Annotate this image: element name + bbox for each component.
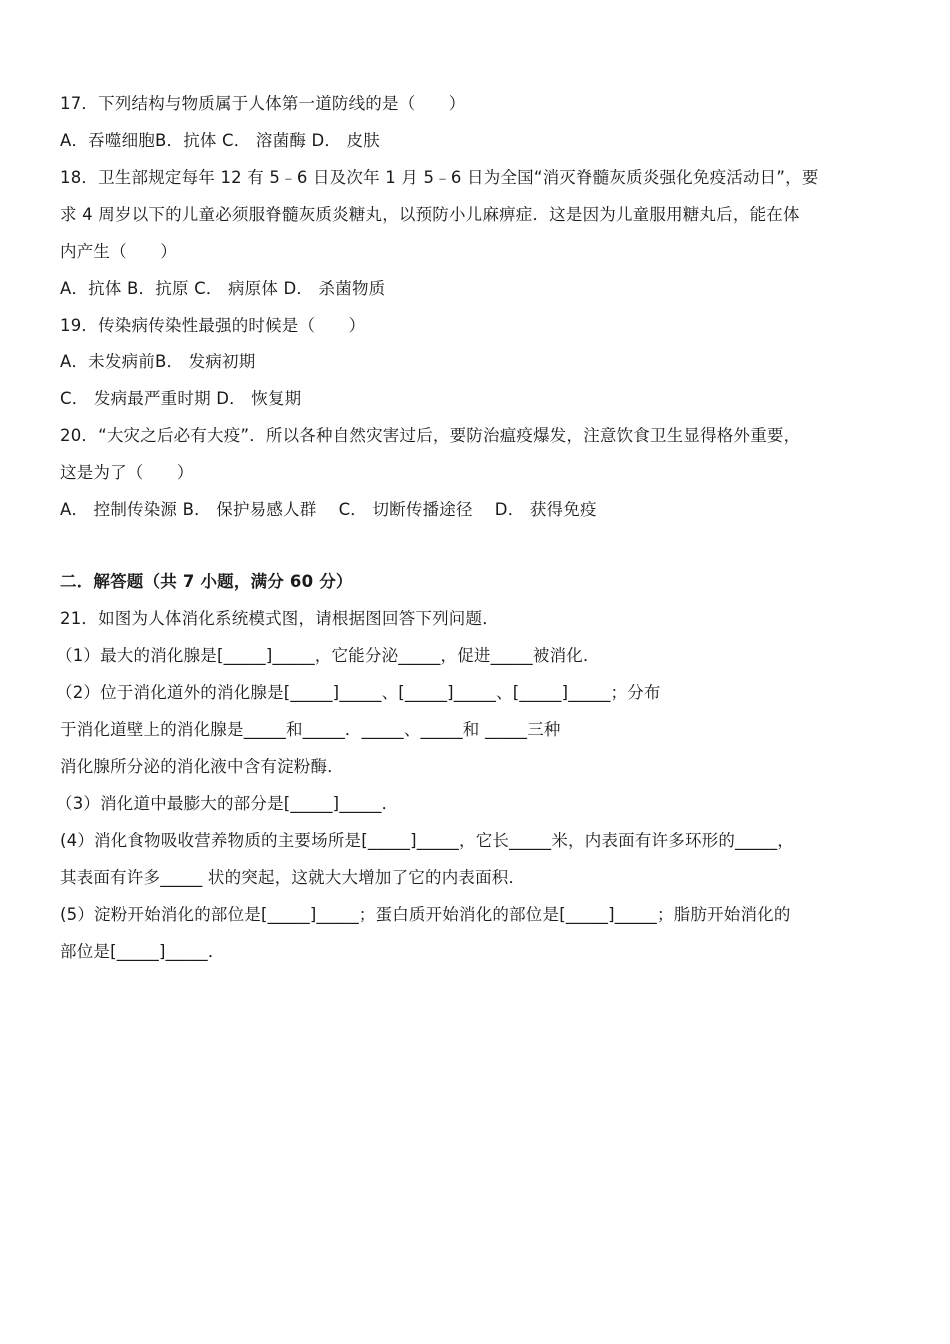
q19-options-line1: A．未发病前B． 发病初期 xyxy=(60,352,256,371)
q21-part2-line2: 于消化道壁上的消化腺是_____和_____．_____、_____和 _____三种 xyxy=(60,720,561,739)
q17-stem: 17．下列结构与物质属于人体第一道防线的是（ ） xyxy=(60,94,466,113)
q20-stem-line2: 这是为了（ ） xyxy=(60,463,194,482)
q17-options: A．吞噬细胞B．抗体 C． 溶菌酶 D． 皮肤 xyxy=(60,131,380,150)
q21-part2-line3: 消化腺所分泌的消化液中含有淀粉酶． xyxy=(60,757,344,776)
q21-part1: （1）最大的消化腺是[_____]_____，它能分泌_____，促进_____被消化． xyxy=(56,646,600,665)
q18-stem-line2: 求 4 周岁以下的儿童必须服脊髓灰质炎糖丸，以预防小儿麻痹症．这是因为儿童服用糖丸后，能在体 xyxy=(60,205,800,224)
q20-stem-line1: 20．“大灾之后必有大疫”．所以各种自然灾害过后，要防治瘟疫爆发，注意饮食卫生显得格外重要， xyxy=(60,426,801,445)
q20-options: A． 控制传染源 B． 保护易感人群 C． 切断传播途径 D． 获得免疫 xyxy=(60,500,597,519)
q18-stem-line3: 内产生（ ） xyxy=(60,242,177,261)
q21-part5-line2: 部位是[_____]_____． xyxy=(60,942,225,961)
q21-part5-line1: (5）淀粉开始消化的部位是[_____]_____；蛋白质开始消化的部位是[_____]_____；脂肪开始消化的 xyxy=(60,905,791,924)
q21-part3: （3）消化道中最膨大的部分是[_____]_____． xyxy=(56,794,399,813)
q21-part4-line2: 其表面有许多_____ 状的突起，这就大大增加了它的内表面积． xyxy=(60,868,526,887)
q21-part4-line1: (4）消化食物吸收营养物质的主要场所是[_____]_____，它长_____米，内表面有许多环形的_____， xyxy=(60,831,795,850)
q21-stem: 21．如图为人体消化系统模式图，请根据图回答下列问题． xyxy=(60,609,499,628)
q21-part2-line1: （2）位于消化道外的消化腺是[_____]_____、[_____]_____、[_____]_____；分布 xyxy=(56,683,661,702)
section2-heading: 二．解答题（共 7 小题，满分 60 分） xyxy=(60,572,353,591)
q18-stem-line1: 18．卫生部规定每年 12 有 5﹣6 日及次年 1 月 5﹣6 日为全国“消灭脊髓灰质炎强化免疫活动日”，要 xyxy=(60,168,819,187)
q18-options: A．抗体 B．抗原 C． 病原体 D． 杀菌物质 xyxy=(60,279,386,298)
q19-options-line2: C． 发病最严重时期 D． 恢复期 xyxy=(60,389,302,408)
q19-stem: 19．传染病传染性最强的时候是（ ） xyxy=(60,316,366,335)
